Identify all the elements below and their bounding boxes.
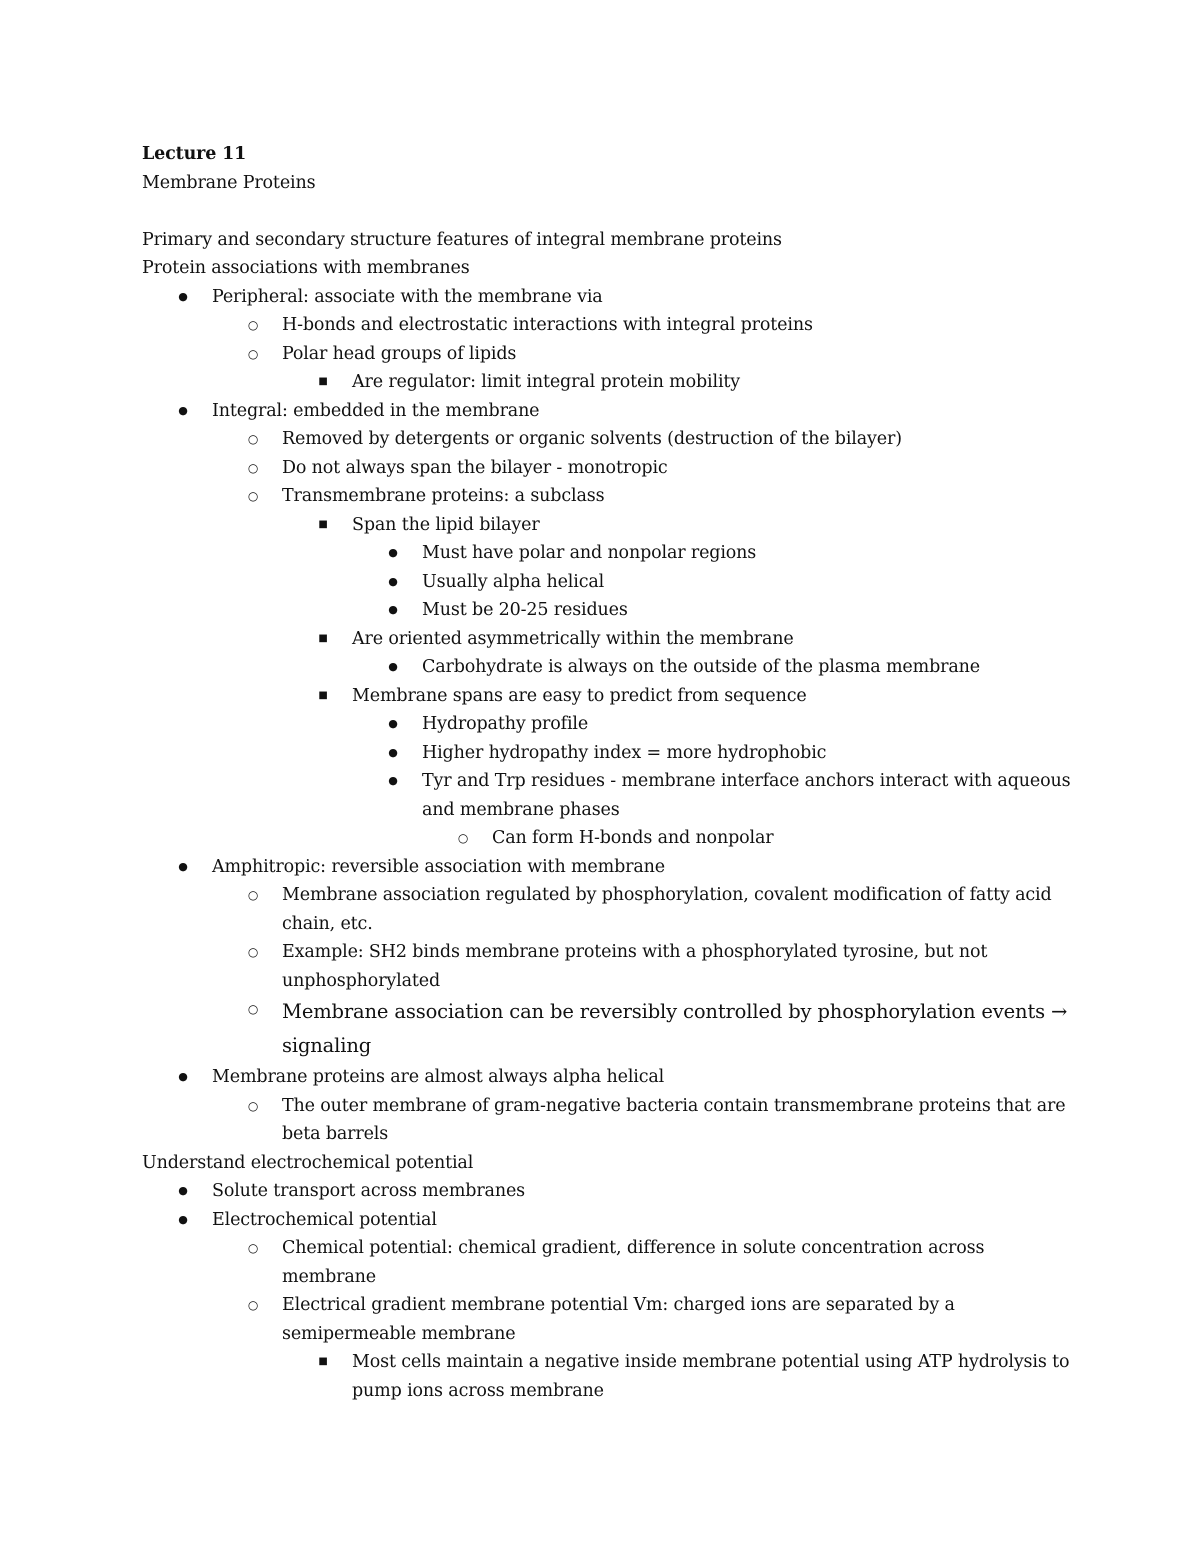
list-item-polar-head [212, 340, 1082, 397]
list-item-polar-nonpolar [352, 539, 1082, 568]
bullet-marker: ● [178, 859, 188, 873]
amphitropic-text: Amphitropic: reversible association with membrane [212, 856, 665, 877]
bullet-marker: ● [388, 574, 398, 588]
solute-text: Solute transport across membranes [212, 1181, 525, 1201]
list-item-residues [352, 596, 1082, 625]
list-item-controlled [212, 995, 1082, 1063]
list-item-sh2-example [212, 938, 1082, 995]
bullet-marker: ● [388, 774, 398, 787]
tyr-trp-sublist [422, 824, 1082, 853]
tyr-trp-text: Tyr and Trp residues - membrane interface anchors interact with aqueous and membrane phases [422, 771, 1071, 820]
list-item-electrical [212, 1291, 1082, 1405]
electrical-text: Electrical gradient membrane potential Vm: charged ions are separated by a semipermeable membrane [282, 1295, 955, 1344]
bullet-marker: ● [178, 1184, 188, 1197]
square-marker: ■ [318, 1356, 328, 1367]
circle-marker: ○ [247, 318, 259, 332]
list-item-hbond-nonpolar [422, 824, 1082, 853]
list-item-amphitropic [142, 853, 1082, 1064]
residues-text: Must be 20-25 residues [422, 600, 628, 620]
section-heading-electrochemical: Understand electrochemical potential [142, 1152, 474, 1173]
outer-membrane-text: The outer membrane of gram-negative bacteria contain transmembrane proteins that are beta barrels [282, 1095, 1066, 1144]
list-item-alpha [352, 568, 1082, 597]
bullet-marker: ● [388, 660, 398, 673]
circle-marker: ○ [247, 489, 259, 503]
transmembrane-sublist [282, 511, 1082, 853]
electrical-sublist [282, 1348, 1082, 1405]
list-item-solute [142, 1177, 1082, 1206]
bullet-marker: ● [178, 1070, 188, 1083]
peripheral-sublist [212, 311, 1082, 397]
circle-marker: ○ [247, 432, 259, 446]
predict-sublist [352, 710, 1082, 853]
circle-marker: ○ [247, 460, 259, 475]
lecture-title: Lecture 11 [142, 144, 247, 164]
peripheral-text: Peripheral: associate with the membrane via [212, 286, 603, 307]
span-sublist [352, 539, 1082, 625]
controlled-text: Membrane association can be reversibly controlled by phosphorylation events → signaling [282, 1000, 1068, 1057]
oriented-sublist [352, 653, 1082, 682]
polar-head-sublist [282, 368, 1082, 397]
electrochemical-sublist [212, 1234, 1082, 1405]
alpha-helical-sublist [212, 1092, 1082, 1149]
list-item-chemical [212, 1234, 1082, 1291]
negative-inside-text: Most cells maintain a negative inside membrane potential using ATP hydrolysis to pump ions across membrane [352, 1352, 1070, 1401]
list-item-hbonds [212, 311, 1082, 340]
integral-sublist [212, 425, 1082, 853]
list-item-oriented [282, 625, 1082, 682]
bullet-marker: ● [178, 289, 188, 303]
monotropic-text: Do not always span the bilayer - monotropic [282, 457, 668, 478]
bullet-marker: ● [178, 1212, 188, 1226]
circle-marker: ○ [247, 888, 259, 902]
bullet-marker: ● [388, 546, 398, 559]
square-marker: ■ [318, 376, 328, 387]
electrochemical-list [142, 1177, 1082, 1405]
circle-marker: ○ [247, 1002, 259, 1016]
carbohydrate-text: Carbohydrate is always on the outside of the plasma membrane [422, 657, 980, 677]
higher-index-text: Higher hydropathy index = more hydrophobic [422, 742, 827, 763]
transmembrane-text: Transmembrane proteins: a subclass [282, 486, 605, 506]
bullet-marker: ● [388, 745, 398, 759]
list-item-span [282, 511, 1082, 625]
circle-marker: ○ [247, 1241, 259, 1255]
amphitropic-sublist [212, 881, 1082, 1063]
list-item-tyr-trp [352, 767, 1082, 853]
hbonds-text: H-bonds and electrostatic interactions with integral proteins [282, 315, 813, 335]
list-item-electrochemical [142, 1206, 1082, 1406]
electrochemical-text: Electrochemical potential [212, 1209, 437, 1230]
list-item-negative-inside [282, 1348, 1082, 1405]
alpha-text: Usually alpha helical [422, 571, 605, 592]
regulated-text: Membrane association regulated by phosphorylation, covalent modification of fatty acid chain, etc. [282, 885, 1052, 934]
blank-line [142, 197, 1082, 226]
alpha-helical-text: Membrane proteins are almost always alpha helical [212, 1067, 665, 1087]
list-item-higher-index [352, 739, 1082, 768]
list-item-hydropathy [352, 710, 1082, 739]
list-item-peripheral [142, 283, 1082, 397]
section-heading-associations: Protein associations with membranes [142, 258, 470, 278]
predict-text: Membrane spans are easy to predict from sequence [352, 685, 807, 706]
list-item-carbohydrate [352, 653, 1082, 682]
lecture-subtitle: Membrane Proteins [142, 172, 316, 193]
associations-list [142, 283, 1082, 1149]
polar-nonpolar-text: Must have polar and nonpolar regions [422, 543, 757, 563]
span-text: Span the lipid bilayer [352, 514, 540, 535]
bullet-marker: ● [388, 717, 398, 730]
oriented-text: Are oriented asymmetrically within the membrane [352, 628, 794, 649]
document-body [142, 140, 1082, 1405]
circle-marker: ○ [247, 1098, 259, 1113]
circle-marker: ○ [457, 831, 469, 845]
square-marker: ■ [318, 518, 328, 530]
list-item-regulator [282, 368, 1082, 397]
regulator-text: Are regulator: limit integral protein mobility [352, 372, 741, 392]
bullet-marker: ● [178, 403, 188, 417]
list-item-monotropic [212, 454, 1082, 483]
square-marker: ■ [318, 632, 328, 644]
square-marker: ■ [318, 689, 328, 701]
circle-marker: ○ [247, 945, 259, 959]
chemical-text: Chemical potential: chemical gradient, difference in solute concentration across membrane [282, 1238, 985, 1287]
bullet-marker: ● [388, 603, 398, 616]
list-item-removed [212, 425, 1082, 454]
hbond-nonpolar-text: Can form H-bonds and nonpolar [492, 828, 774, 848]
list-item-transmembrane [212, 482, 1082, 853]
circle-marker: ○ [247, 346, 259, 361]
circle-marker: ○ [247, 1298, 259, 1312]
removed-text: Removed by detergents or organic solvents (destruction of the bilayer) [282, 429, 902, 449]
hydropathy-text: Hydropathy profile [422, 714, 589, 734]
list-item-predict [282, 682, 1082, 853]
polar-head-text: Polar head groups of lipids [282, 343, 517, 364]
section-heading-structure: Primary and secondary structure features of integral membrane proteins [142, 229, 782, 250]
integral-text: Integral: embedded in the membrane [212, 400, 540, 421]
sh2-example-text: Example: SH2 binds membrane proteins with a phosphorylated tyrosine, but not unphosphorylated [282, 942, 988, 991]
list-item-outer-membrane [212, 1092, 1082, 1149]
list-item-alpha-helical [142, 1063, 1082, 1149]
list-item-integral [142, 397, 1082, 853]
list-item-regulated [212, 881, 1082, 938]
